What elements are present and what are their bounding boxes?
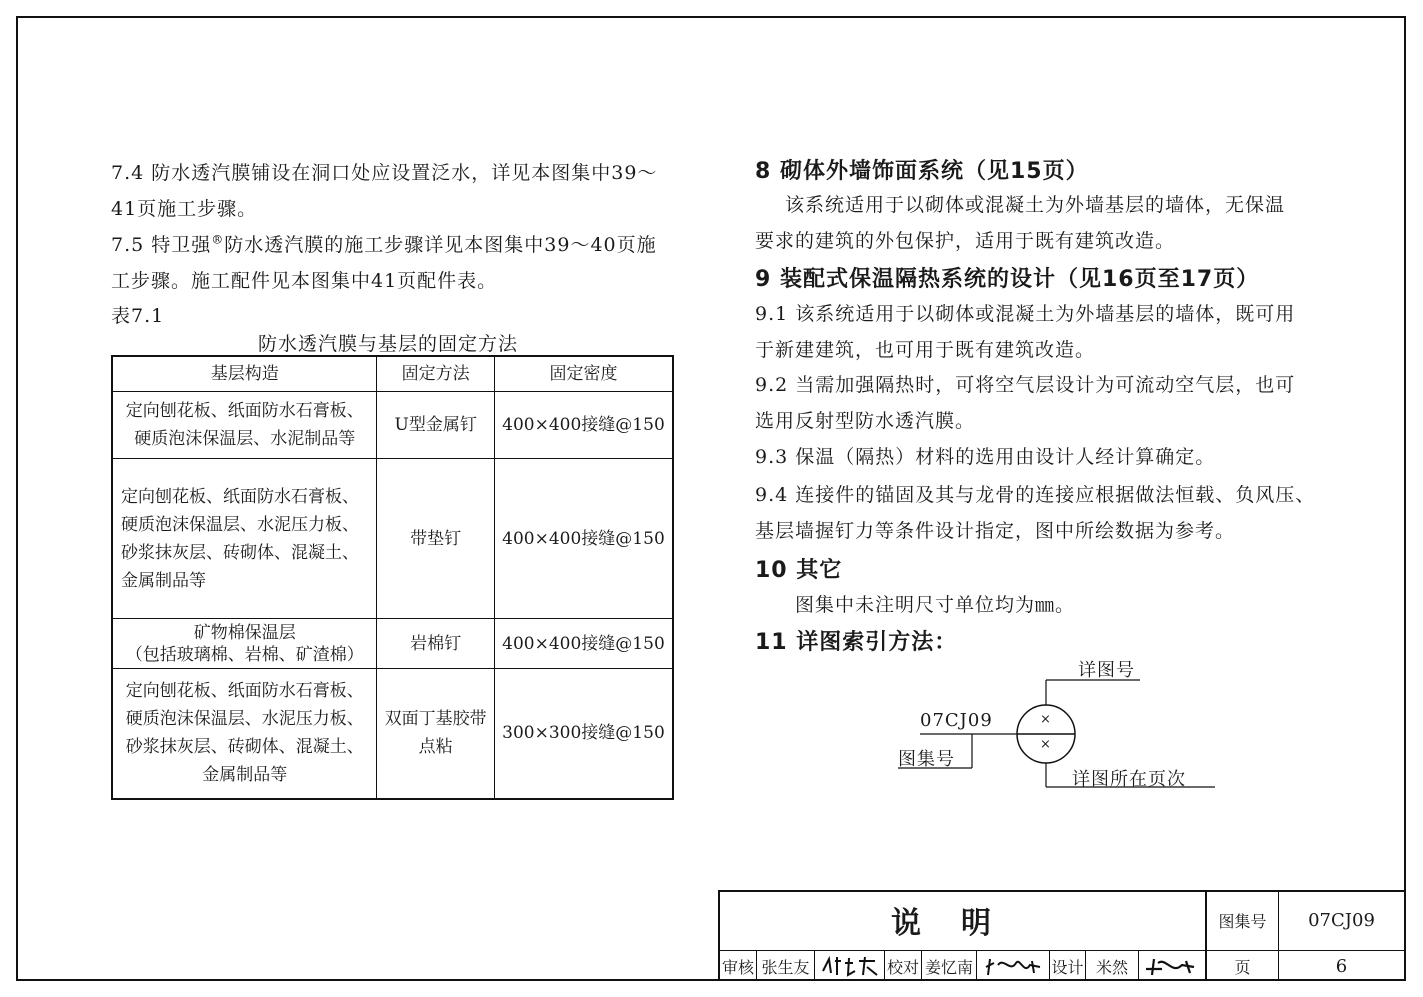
cell-line: 硬质泡沫保温层、水泥压力板、 (125, 709, 364, 730)
cell-density: 400×400接缝@150 (494, 392, 673, 459)
review-signature (815, 951, 884, 981)
heading-8: 8 砌体外墙饰面系统（见15页） (755, 159, 1089, 184)
para-7-5-line1 (111, 230, 657, 257)
para-8-line2: 要求的建筑的外包保护，适用于既有建筑改造。 (755, 230, 1176, 252)
cell-line: 金属制品等 (202, 765, 288, 786)
cell-line: 砂浆抹灰层、砖砌体、混凝土、 (125, 737, 364, 758)
table-row (112, 669, 673, 799)
label-detail-number: 详图号 (1078, 660, 1135, 681)
heading-11: 11 详图索引方法： (755, 630, 958, 655)
cell-base (112, 459, 377, 619)
header-method: 固定方法 (377, 356, 495, 392)
table-label: 表7.1 (111, 305, 165, 327)
table-header-row (112, 356, 673, 392)
cell-line: 点粘 (418, 737, 453, 758)
label-atlas-number: 图集号 (898, 749, 955, 770)
para-9-1-line2: 于新建建筑，也可用于既有建筑改造。 (755, 339, 1096, 361)
page-label: 页 (1234, 957, 1251, 977)
cell-line: 定向刨花板、纸面防水石膏板、 (125, 401, 364, 421)
para-8-line1: 该系统适用于以砌体或混凝土为外墙基层的墙体，无保温 (785, 194, 1286, 216)
cell-base (112, 669, 377, 799)
cell-line: 双面丁基胶带 (384, 709, 487, 730)
para-7-4-line1: 7.4 防水透汽膜铺设在洞口处应设置泛水，详见本图集中39～ (111, 162, 658, 184)
design-signature (1139, 951, 1205, 981)
page-value: 6 (1335, 955, 1348, 977)
table-row (112, 392, 673, 459)
design-name: 米然 (1095, 957, 1128, 977)
cell-density: 400×400接缝@150 (494, 619, 673, 669)
mark-upper: × (1040, 712, 1052, 727)
para-9-1-line1: 9.1 该系统适用于以砌体或混凝土为外墙基层的墙体，既可用 (755, 303, 1296, 325)
cell-line: 金属制品等 (121, 570, 206, 591)
check-name: 姜忆南 (924, 957, 973, 977)
signature-check (980, 953, 1046, 979)
check-signature (977, 951, 1049, 981)
mark-lower: × (1040, 737, 1052, 752)
cell-line: （包括玻璃棉、岩棉、矿渣棉） (125, 644, 364, 665)
table-row (112, 619, 673, 669)
cell-density: 300×300接缝@150 (494, 669, 673, 799)
para-9-2-line2: 选用反射型防水透汽膜。 (755, 410, 976, 432)
heading-9: 9 装配式保温隔热系统的设计（见16页至17页） (755, 267, 1260, 292)
cell-line: 矿物棉保温层 (193, 622, 296, 643)
para-9-4-line2: 基层墙握钉力等条件设计指定，图中所绘数据为参考。 (755, 520, 1236, 542)
cell-line: 砂浆抹灰层、砖砌体、混凝土、 (121, 542, 359, 563)
drawing-title: 说明 (891, 906, 1031, 941)
index-diagram (880, 650, 1240, 800)
table-row (112, 459, 673, 619)
cell-base (112, 619, 377, 669)
para-9-2-line1: 9.2 当需加强隔热时，可将空气层设计为可流动空气层，也可 (755, 374, 1296, 396)
cell-line: 定向刨花板、纸面防水石膏板、 (125, 681, 364, 702)
cell-method (377, 669, 495, 799)
para-7-5-rest: 防水透汽膜的施工步骤详见本图集中39～40页施 (224, 234, 657, 256)
cell-line: 硬质泡沫保温层、水泥制品等 (134, 429, 356, 449)
para-7-5-prefix: 7.5 特卫强 (111, 234, 212, 256)
para-7-4-line2: 41页施工步骤。 (111, 198, 258, 220)
cell-base (112, 392, 377, 459)
review-label: 审核 (721, 957, 754, 977)
cell-method: 岩棉钉 (377, 619, 495, 669)
check-label: 校对 (886, 957, 919, 977)
registered-mark: ® (211, 232, 225, 247)
atlas-label: 图集号 (1218, 911, 1267, 931)
cell-method: 带垫钉 (377, 459, 495, 619)
table-title: 防水透汽膜与基层的固定方法 (258, 333, 519, 355)
cell-line: 硬质泡沫保温层、水泥压力板、 (121, 514, 359, 535)
label-page-number: 详图所在页次 (1072, 769, 1186, 790)
para-7-5-line2: 工步骤。施工配件见本图集中41页配件表。 (111, 270, 498, 292)
signature-review (819, 953, 881, 979)
para-9-4-line1: 9.4 连接件的锚固及其与龙骨的连接应根据做法恒载、负风压、 (755, 484, 1316, 506)
header-base: 基层构造 (112, 356, 377, 392)
review-name: 张生友 (761, 957, 810, 977)
design-label: 设计 (1051, 957, 1084, 977)
signature-design (1142, 953, 1202, 979)
atlas-value: 07CJ09 (1308, 909, 1375, 931)
cell-method: U型金属钉 (377, 392, 495, 459)
para-10: 图集中未注明尺寸单位均为㎜。 (795, 594, 1076, 616)
fixing-method-table (111, 355, 674, 800)
cell-density: 400×400接缝@150 (494, 459, 673, 619)
title-block (718, 890, 1406, 981)
header-density: 固定密度 (494, 356, 673, 392)
heading-10: 10 其它 (755, 558, 843, 583)
cell-line: 定向刨花板、纸面防水石膏板、 (121, 486, 359, 507)
para-9-3: 9.3 保温（隔热）材料的选用由设计人经计算确定。 (755, 446, 1216, 468)
label-atlas-code: 07CJ09 (920, 710, 993, 731)
